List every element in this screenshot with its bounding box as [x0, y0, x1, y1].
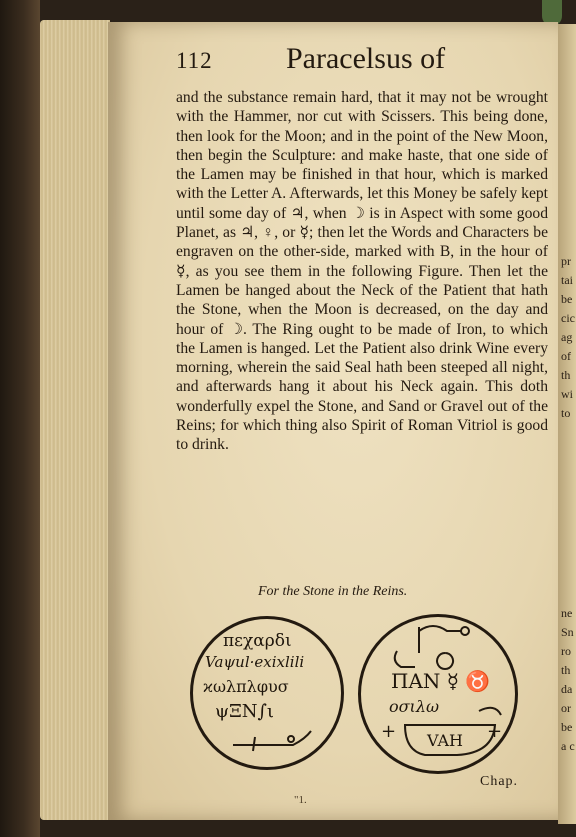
facing-line: or — [561, 701, 571, 715]
facing-line: ro — [561, 644, 571, 658]
catchword: Chap. — [480, 774, 519, 789]
page-edges — [40, 20, 110, 820]
figure-caption: For the Stone in the Reins. — [258, 584, 408, 599]
book-page — [108, 22, 558, 820]
page-header — [176, 42, 546, 84]
facing-line: of — [561, 349, 571, 363]
seal-a-line-2: Vaψul·exixlili — [205, 653, 305, 671]
page-number: 112 — [176, 48, 213, 73]
facing-line: ne — [561, 606, 573, 620]
seal-side-b — [358, 614, 518, 774]
facing-line: wi — [561, 387, 573, 401]
facing-line: th — [561, 663, 571, 677]
book-cover-edge — [0, 0, 40, 837]
running-head: Paracelsus of — [286, 42, 446, 75]
facing-line: be — [561, 292, 573, 306]
paragraph: and the substance remain hard, that it may not be wrought with the Hammer, nor cut with Scissers. This being done, then look for the Moon; and in the point of the New Moon, then begin the Sculpture: and make haste, that one side of the Lamen may be finished in that hour, which is marked with the Letter A. Afterwards, let this Money be safely kept until some day of ♃, when ☽ is in Aspect with some good Planet, as ♃, ♀, or ☿; then let the Words and Characters be engraven on the other-side, marked with B, in the hour of ☿, as you see them in the following Figure. Then let the Lamen be hanged about the Neck of the Patient that hath the Stone, when the Moon is decreased, on the day and hour of ☽. The Ring ought to be made of Iron, to which the Lamen is hanged. Let the Patient also drink Wine every morning, wherein the said Seal hath been steeped all night, and afterwards hang it about his Neck again. This doth wonderfully expel the Stone, and Sand or Gravel out of the Reins; for which thing also Spirit of Roman Vitriol is good to drink. — [176, 89, 548, 454]
seal-b-cross-right: + — [487, 721, 503, 742]
facing-line: tai — [561, 273, 573, 287]
body-text — [176, 88, 548, 455]
facing-page-edge — [558, 24, 576, 824]
seal-side-a — [190, 616, 344, 770]
facing-line: cic — [561, 311, 575, 325]
signature-mark: "1. — [294, 794, 307, 806]
seal-b-cross-left: + — [381, 721, 397, 742]
facing-line: a c — [561, 739, 575, 753]
facing-line: be — [561, 720, 573, 734]
facing-line: ag — [561, 330, 573, 344]
facing-line: da — [561, 682, 573, 696]
seal-b-line-2: οσιλω — [389, 697, 440, 716]
facing-line: pr — [561, 254, 571, 268]
facing-line: th — [561, 368, 571, 382]
facing-line: to — [561, 406, 571, 420]
seal-a-line-4: ψΞΝ∫ι — [215, 701, 274, 722]
seal-b-line-3: VAH — [427, 731, 463, 750]
seal-b-line-1: ΠΑΝ ☿ ♉ — [391, 669, 491, 693]
facing-line: Sn — [561, 625, 574, 639]
seal-a-line-3: ϰωλπλφυσ — [203, 677, 289, 696]
seal-a-line-1: πεχαρδι — [223, 631, 292, 651]
